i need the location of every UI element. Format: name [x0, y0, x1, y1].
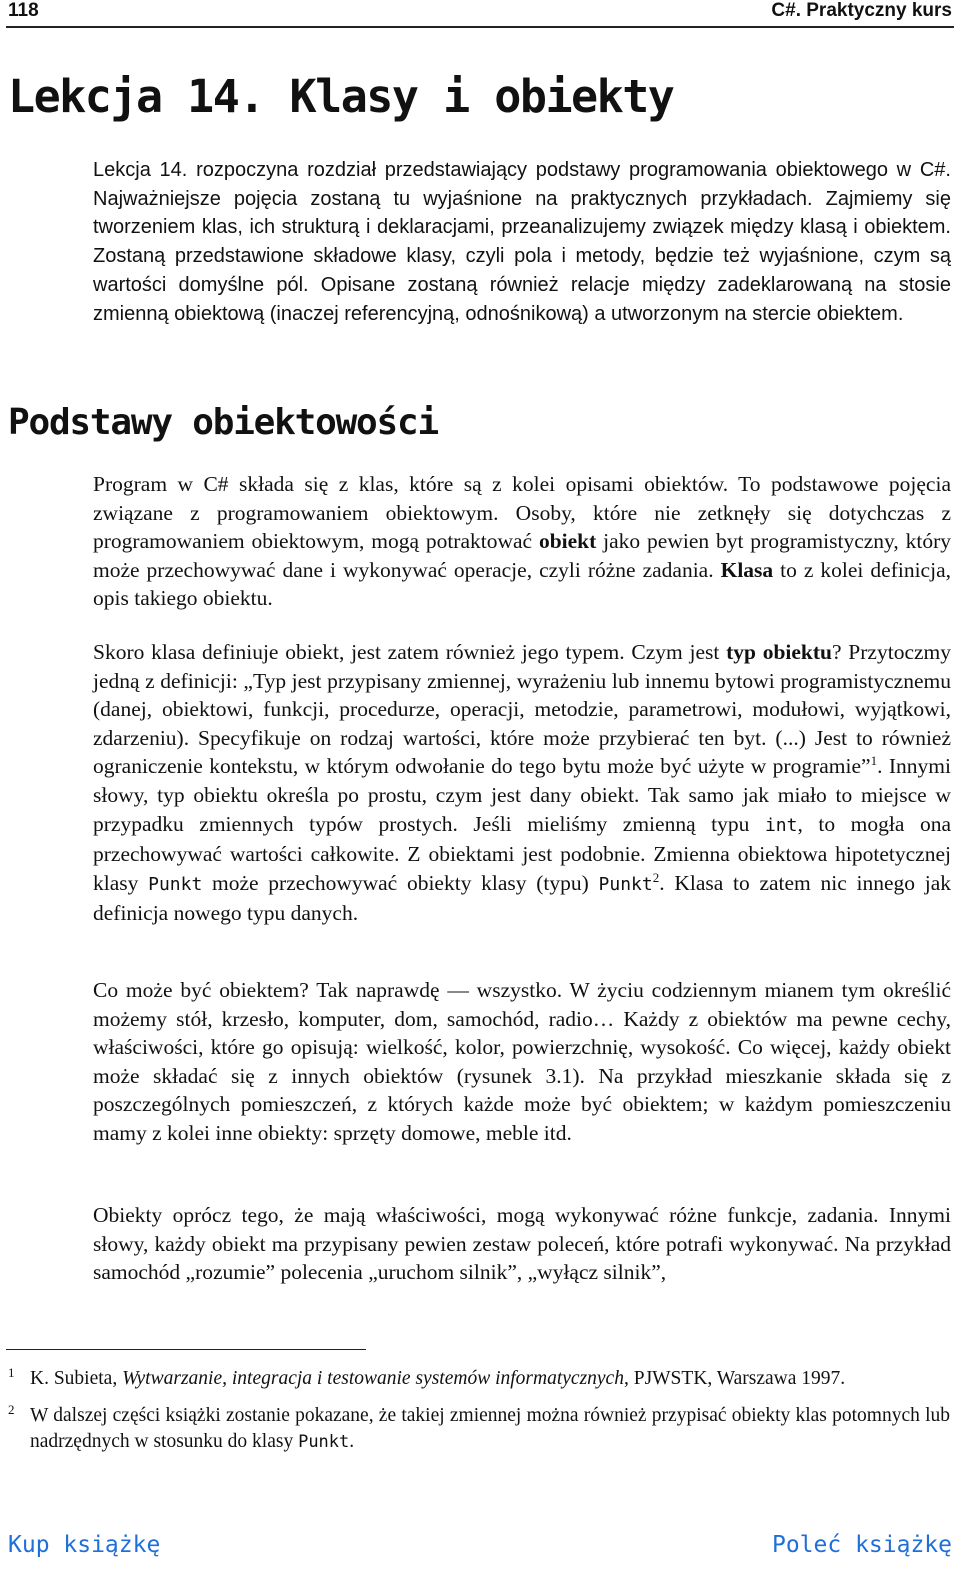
footnote-divider [6, 1349, 366, 1350]
code-punkt: Punkt [598, 873, 653, 895]
buy-book-link[interactable]: Kup książkę [8, 1532, 161, 1558]
page-footer [8, 1532, 952, 1564]
term-obiekt: obiekt [538, 529, 597, 554]
paragraph-1: Program w C# składa się z klas, które są z kolei opisami obiektów. To podstawowe pojęcia związane z programowaniem obiektowym. Osoby, które nie zetknęły się dotychczas z programowaniem obiektowym, mogą potraktować obiekt jako pewien byt programistyczny, który może przechowywać dane i wykonywać operacje, czyli różne zadania. Klasa to z kolei definicja, opis takiego obiektu. [93, 472, 951, 611]
lesson-title: Lekcja 14. Klasy i obiekty [8, 70, 674, 123]
intro-paragraph: Lekcja 14. rozpoczyna rozdział przedstawiający podstawy programowania obiektowego w C#. Najważniejsze pojęcia zostaną tu wyjaśnione na praktycznych przykładach. Zajmiemy się tworzeniem klas, ich strukturą i deklaracjami, przeanalizujemy związek między klasą i obiektem. Zostaną przedstawione składowe klasy, czyli pola i metody, będzie też wyjaśnione, czym są wartości domyślne pól. Opisane zostaną również relacje między zadeklarowaną na stosie zmienną obiektową (inaczej referencyjną, odnośnikową) a utworzonym na stercie obiektem. [93, 159, 951, 325]
term-klasa: Klasa [720, 557, 774, 582]
footnote-ref-2: 2 [652, 869, 660, 885]
code-punkt: Punkt [298, 1432, 350, 1452]
recommend-book-link[interactable]: Poleć książkę [771, 1532, 952, 1558]
section-title: Podstawy obiektowości [8, 402, 438, 443]
paragraph-3: Co może być obiektem? Tak naprawdę — wszystko. W życiu codziennym mianem tym określić możemy stół, krzesło, komputer, dom, samochód, radio… Każdy z obiektów ma pewne cechy, właściwości, które go opisują: wielkość, kolor, powierzchnię, wysokość. Co więcej, każdy obiekt może składać się z innych obiektów (rysunek 3.1). Na przykład mieszkanie składa się z poszczególnych pomieszczeń, z których każde może być obiektem; w każdym pomieszczeniu mamy z kolei inne obiekty: sprzęty domowe, meble itd. [93, 978, 951, 1145]
code-punkt: Punkt [148, 873, 203, 895]
footnote-number: 1 [8, 1365, 15, 1380]
paragraph-2: Skoro klasa definiuje obiekt, jest zatem również jego typem. Czym jest typ obiektu? Przytoczmy jedną z definicji: „Typ jest przypisany zmiennej, wyrażeniu lub innemu bytowi programistycznemu (danej, obiektowi, funkcji, procedurze, operacji, metodzie, parametrowi, modułowi, wyjątkowi, zdarzeniu). Specyfikuje on rodzaj wartości, które może przybierać ten byt. (...) Jest to również ograniczenie kontekstu, w którym odwołanie do tego bytu może być użyte w programie”$^1$. Innymi słowy, typ obiektu określa po prostu, czym jest dany obiekt. Tak samo jak miało to miejsce w przypadku zmiennych typów prostych. Jeśli mieliśmy zmienną typu int, to mogła ona przechowywać wartości całkowite. Z obiektami jest podobnie. Zmienna obiektowa hipotetycznej klasy Punkt może przechowywać obiekty klasy (typu) Punkt$^2$. Klasa to zatem nic innego jak definicja nowego typu danych. [93, 640, 951, 926]
footnote-number: 2 [8, 1402, 15, 1417]
footnote-ref-1: 1 [870, 753, 878, 769]
cited-title: Wytwarzanie, integracja i testowanie systemów informatycznych [122, 1368, 624, 1389]
code-int: int [764, 814, 798, 836]
term-typ-obiektu: typ obiektu [726, 640, 833, 664]
running-title: C#. Praktyczny kurs [771, 0, 952, 21]
page-header [6, 0, 954, 28]
page-number: 118 [8, 0, 39, 21]
paragraph-4: Obiekty oprócz tego, że mają właściwości, mogą wykonywać różne funkcje, zadania. Innymi słowy, każdy obiekt ma przypisany pewien zestaw poleceń, które potrafi wykonywać. Na przykład samochód „rozumie” polecenia „uruchom silnik”, „wyłącz silnik”, [93, 1203, 951, 1285]
